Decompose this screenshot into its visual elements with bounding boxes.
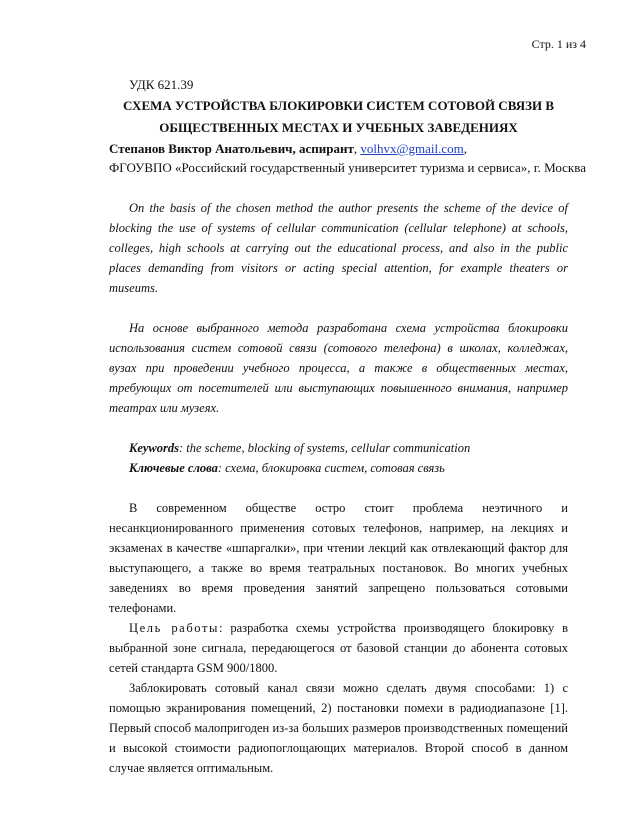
- goal-text: : разработка схемы устройства производящего блокировку в выбранной зоне сигнала, передающегося от базовой станции до абонента сотовых сетей стандарта GSM 900/1800.: [109, 621, 569, 675]
- keywords-english-text: : the scheme, blocking of systems, cellular communication: [179, 441, 471, 455]
- body-paragraph-1: В современном обществе остро стоит проблема неэтичного и несанкционированного применения сотовых телефонов, например, на лекциях и экзаменах в качестве «шпаргалки», при чтении лекций как отвлекающий фактор для выступающего, а также во время театральных постановок. Во многих учебных заведениях во время проведения занятий запрещено пользоваться сотовыми телефонами.: [109, 501, 568, 615]
- author-line: [109, 139, 568, 158]
- keywords-russian-label: Ключевые слова: [129, 461, 218, 475]
- keywords-russian: [109, 458, 568, 478]
- abstract-russian: На основе выбранного метода разработана схема устройства блокировки использования систем сотовой связи (сотового телефона) в школах, колледжах, вузах при проведении учебного процесса, а также в общественных местах, требующих от посетителей или выступающих повышенного внимания, например театрах или музеях.: [109, 321, 568, 415]
- article-title-line-1: СХЕМА УСТРОЙСТВА БЛОКИРОВКИ СИСТЕМ СОТОВОЙ СВЯЗИ В: [123, 98, 554, 113]
- udk-code: УДК 621.39: [129, 77, 194, 92]
- body-paragraph-2: [109, 618, 568, 678]
- body-paragraph-3: Заблокировать сотовый канал связи можно сделать двумя способами: 1) с помощью экранирования помещений, 2) постановки помехи в радиодиапазоне [1]. Первый способ малопригоден из-за больших размеров производственных помещений и высокой стоимости радиопоглощающих материалов. Второй способ в данном случае является оптимальным.: [109, 681, 568, 775]
- goal-label: Цель работы: [129, 621, 220, 635]
- keywords-russian-text: : схема, блокировка систем, сотовая связь: [217, 461, 445, 475]
- page-number: Стр. 1 из 4: [531, 37, 586, 51]
- author-line-end: ,: [463, 141, 467, 156]
- article-body: [109, 75, 586, 778]
- author-email-link[interactable]: volhvx@gmail.com: [360, 141, 464, 156]
- keywords-english: [109, 438, 568, 458]
- article-title-line-2: ОБЩЕСТВЕННЫХ МЕСТАХ И УЧЕБНЫХ ЗАВЕДЕНИЯХ: [159, 120, 518, 135]
- author-affiliation: ФГОУВПО «Российский государственный университет туризма и сервиса», г. Москва: [109, 160, 586, 175]
- author-separator: ,: [353, 141, 361, 156]
- keywords-english-label: Keywords: [129, 441, 179, 455]
- abstract-english: On the basis of the chosen method the author presents the scheme of the device of blocking the use of systems of cellular communication (cellular telephone) at schools, colleges, high schools at carrying out the educational process, and also in the public places demanding from visitors or acting special attention, for example theaters or museums.: [109, 201, 568, 295]
- author-name: Степанов Виктор Анатольевич, аспирант: [109, 141, 354, 156]
